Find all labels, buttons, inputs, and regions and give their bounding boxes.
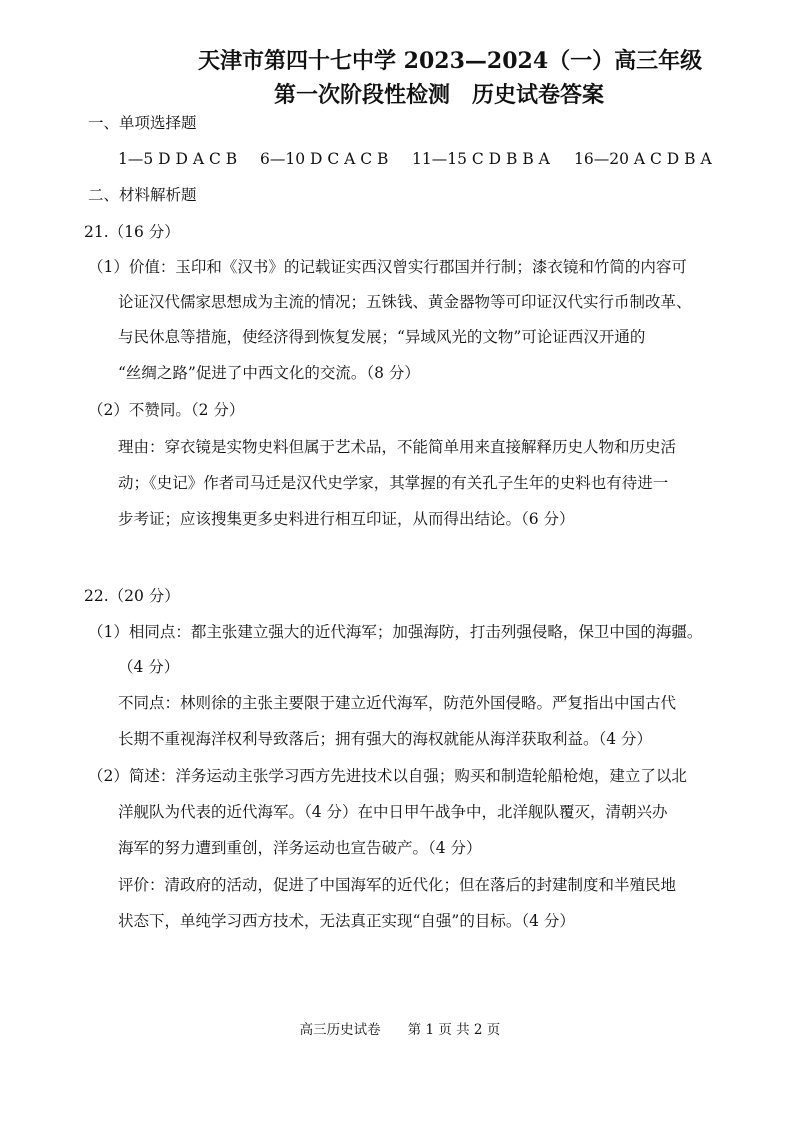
q21-part1-line: “丝绸之路”促进了中西文化的交流。（8 分） [118,364,420,382]
q22-difference-line: 长期不重视海洋权利导致落后；拥有强大的海权就能从海洋获取利益。（4 分） [118,730,653,748]
q22-part2-line: 海军的努力遭到重创，洋务运动也宣告破产。（4 分） [118,839,482,857]
q21-reason-line: 动；《史记》作者司马迁是汉代史学家，其掌握的有关孔子生年的史料也有待进一 [118,474,669,492]
page-footer: 高三历史试卷 第 1 页 共 2 页 [299,1022,501,1038]
mcq-answer-row [118,148,718,170]
q21-title: 21.（16 分） [84,223,180,241]
q22-part1-line: （1）相同点：都主张建立强大的近代海军；加强海防，打击列强侵略，保卫中国的海疆。 [88,623,703,641]
doc-title-line1: 天津市第四十七中学 2023—2024（一）高三年级 [198,48,703,74]
q22-part1-line: （4 分） [118,658,180,676]
q21-part1-line: 论证汉代儒家思想成为主流的情况；五铢钱、黄金器物等可印证汉代实行币制改革、 [118,293,692,311]
q21-reason-line: 步考证；应该搜集更多史料进行相互印证，从而得出结论。（6 分） [118,510,575,528]
q22-part2-line: 洋舰队为代表的近代海军。（4 分）在中日甲午战争中，北洋舰队覆灭，清朝兴办 [118,803,668,821]
q21-part2: （2）不赞同。（2 分） [88,401,245,419]
q21-part1-line: 与民休息等措施，使经济得到恢复发展；“异域风光的文物”可论证西汉开通的 [118,328,646,346]
mcq-answers-11-15: 11—15 C D B B A [412,150,550,168]
q21-reason-line: 理由：穿衣镜是实物史料但属于艺术品，不能简单用来直接解释历史人物和历史活 [118,438,677,456]
q22-part2-line: （2）简述：洋务运动主张学习西方先进技术以自强；购买和制造轮船枪炮，建立了以北 [88,767,687,785]
q22-difference-line: 不同点：林则徐的主张主要限于建立近代海军，防范外国侵略。严复指出中国古代 [118,694,677,712]
doc-title-line2: 第一次阶段性检测 历史试卷答案 [274,82,605,108]
section2-heading: 二、材料解析题 [88,186,197,204]
mcq-answers-16-20: 16—20 A C D B A [574,150,712,168]
q22-title: 22.（20 分） [84,587,180,605]
q22-evaluation-line: 状态下，单纯学习西方技术，无法真正实现“自强”的目标。（4 分） [118,912,575,930]
q21-part1-line: （1）价值：玉印和《汉书》的记载证实西汉曾实行郡国并行制；漆衣镜和竹简的内容可 [88,258,687,276]
q22-evaluation-line: 评价：清政府的活动，促进了中国海军的近代化；但在落后的封建制度和半殖民地 [118,876,677,894]
section1-heading: 一、单项选择题 [88,114,197,132]
mcq-answers-6-10: 6—10 D C A C B [260,150,389,168]
mcq-answers-1-5: 1—5 D D A C B [118,150,238,168]
